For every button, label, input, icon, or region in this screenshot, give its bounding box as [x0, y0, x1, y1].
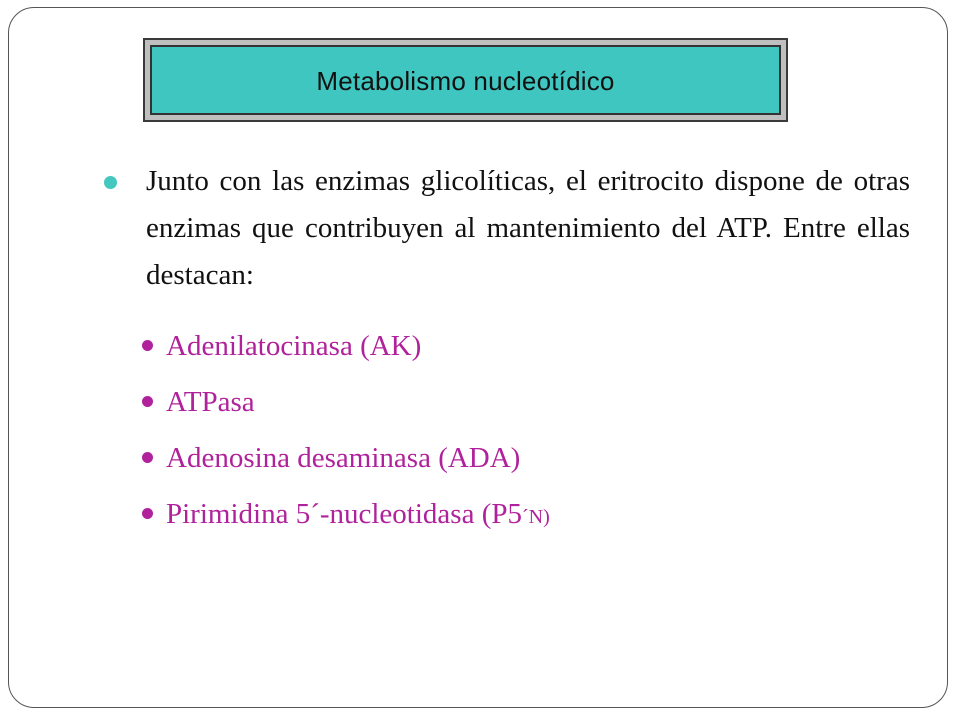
slide-title: Metabolismo nucleotídico	[316, 65, 615, 96]
sub-bullet-suffix: ´N)	[522, 506, 550, 528]
bullet-dot-icon	[142, 508, 153, 519]
sub-bullet-text: Pirimidina 5´-nucleotidasa (P5	[166, 498, 522, 530]
sub-bullet-item	[142, 488, 550, 544]
bullet-dot-icon	[142, 340, 153, 351]
main-bullet-text: Junto con las enzimas glicolíticas, el eritrocito dispone de otras enzimas que contribuyen al mantenimiento del ATP. Entre ellas destacan:	[146, 165, 910, 291]
bullet-dot-icon	[142, 452, 153, 463]
sub-bullet-text: ATPasa	[166, 386, 255, 418]
title-inner	[150, 45, 781, 115]
sub-bullet-item	[142, 376, 550, 432]
sub-bullet-item	[142, 432, 550, 488]
sub-bullet-item	[142, 320, 550, 376]
sub-bullet-text: Adenilatocinasa (AK)	[166, 330, 422, 362]
sub-bullet-list	[142, 320, 550, 544]
sub-bullet-text: Adenosina desaminasa (ADA)	[166, 442, 521, 474]
title-box	[143, 38, 788, 122]
bullet-dot-icon	[142, 396, 153, 407]
bullet-dot-icon	[104, 176, 117, 189]
main-bullet	[104, 158, 910, 299]
